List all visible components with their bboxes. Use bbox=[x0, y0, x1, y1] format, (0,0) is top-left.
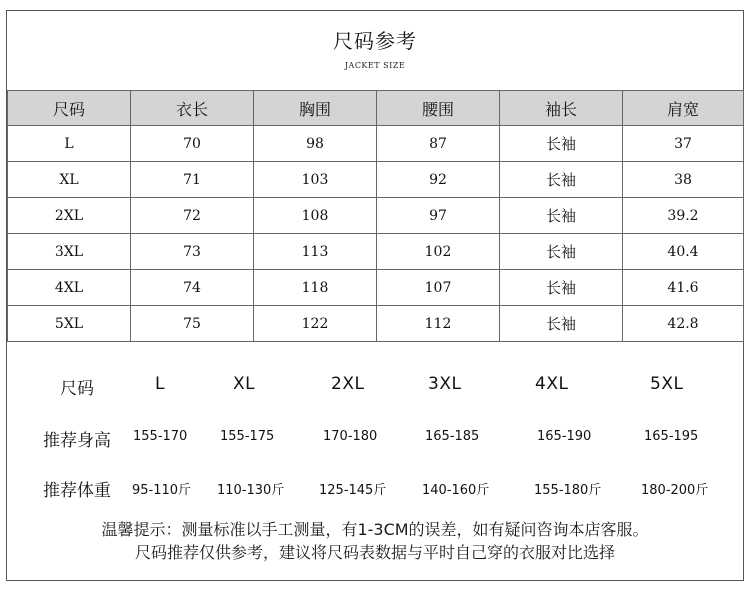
table-cell: 3XL bbox=[8, 234, 131, 270]
table-cell: 87 bbox=[377, 126, 500, 162]
page-subtitle: JACKET SIZE bbox=[344, 61, 406, 70]
column-header: 衣长 bbox=[131, 91, 254, 126]
table-row bbox=[8, 198, 744, 234]
table-cell: 70 bbox=[131, 126, 254, 162]
recommend-height: 165-190 bbox=[537, 429, 592, 444]
recommend-size: XL bbox=[233, 374, 256, 394]
column-header: 胸围 bbox=[254, 91, 377, 126]
table-cell: 4XL bbox=[8, 270, 131, 306]
table-row bbox=[8, 270, 744, 306]
size-chart-card bbox=[6, 10, 744, 581]
recommend-height: 165-195 bbox=[644, 429, 699, 444]
table-cell: 2XL bbox=[8, 198, 131, 234]
table-cell: 37 bbox=[623, 126, 744, 162]
column-header: 肩宽 bbox=[623, 91, 744, 126]
table-cell: 长袖 bbox=[500, 270, 623, 306]
column-header: 袖长 bbox=[500, 91, 623, 126]
table-cell: 5XL bbox=[8, 306, 131, 342]
table-cell: 长袖 bbox=[500, 306, 623, 342]
table-cell: 73 bbox=[131, 234, 254, 270]
recommend-weight-label: 推荐体重 bbox=[43, 481, 111, 501]
table-cell: 40.4 bbox=[623, 234, 744, 270]
table-cell: 38 bbox=[623, 162, 744, 198]
table-cell: 103 bbox=[254, 162, 377, 198]
recommend-size: 2XL bbox=[331, 374, 365, 394]
recommend-weight: 140-160斤 bbox=[422, 483, 490, 498]
table-row bbox=[8, 126, 744, 162]
table-row bbox=[8, 234, 744, 270]
table-row bbox=[8, 162, 744, 198]
recommend-height: 155-170 bbox=[133, 429, 188, 444]
table-cell: 108 bbox=[254, 198, 377, 234]
table-cell: 112 bbox=[377, 306, 500, 342]
table-cell: 42.8 bbox=[623, 306, 744, 342]
size-table bbox=[7, 90, 744, 342]
table-cell: 71 bbox=[131, 162, 254, 198]
table-header-row bbox=[8, 91, 744, 126]
recommend-weight: 155-180斤 bbox=[534, 483, 602, 498]
table-cell: 98 bbox=[254, 126, 377, 162]
table-cell: 97 bbox=[377, 198, 500, 234]
table-cell: 74 bbox=[131, 270, 254, 306]
table-cell: 113 bbox=[254, 234, 377, 270]
recommend-size: 4XL bbox=[535, 374, 569, 394]
table-cell: L bbox=[8, 126, 131, 162]
table-cell: 122 bbox=[254, 306, 377, 342]
tip-line: 尺码推荐仅供参考，建议将尺码表数据与平时自己穿的衣服对比选择 bbox=[134, 543, 615, 562]
page-title: 尺码参考 bbox=[333, 29, 417, 53]
table-cell: 长袖 bbox=[500, 126, 623, 162]
table-cell: 107 bbox=[377, 270, 500, 306]
recommend-weight: 95-110斤 bbox=[132, 483, 192, 498]
table-cell: 75 bbox=[131, 306, 254, 342]
column-header: 尺码 bbox=[8, 91, 131, 126]
recommend-weight: 180-200斤 bbox=[641, 483, 709, 498]
recommend-size: L bbox=[155, 374, 165, 394]
recommend-height: 170-180 bbox=[323, 429, 378, 444]
table-cell: 长袖 bbox=[500, 234, 623, 270]
table-cell: 长袖 bbox=[500, 198, 623, 234]
recommend-weight: 110-130斤 bbox=[217, 483, 285, 498]
recommend-height-label: 推荐身高 bbox=[43, 431, 111, 451]
column-header: 腰围 bbox=[377, 91, 500, 126]
table-cell: 41.6 bbox=[623, 270, 744, 306]
table-cell: XL bbox=[8, 162, 131, 198]
table-cell: 长袖 bbox=[500, 162, 623, 198]
table-cell: 39.2 bbox=[623, 198, 744, 234]
table-row bbox=[8, 306, 744, 342]
recommend-size-label: 尺码 bbox=[60, 379, 94, 399]
recommend-size: 5XL bbox=[650, 374, 684, 394]
table-cell: 102 bbox=[377, 234, 500, 270]
table-cell: 92 bbox=[377, 162, 500, 198]
recommend-height: 165-185 bbox=[425, 429, 480, 444]
table-cell: 72 bbox=[131, 198, 254, 234]
recommend-height: 155-175 bbox=[220, 429, 275, 444]
table-cell: 118 bbox=[254, 270, 377, 306]
recommend-weight: 125-145斤 bbox=[319, 483, 387, 498]
tip-line: 温馨提示：测量标准以手工测量，有1-3CM的误差，如有疑问咨询本店客服。 bbox=[101, 520, 649, 539]
recommend-size: 3XL bbox=[428, 374, 462, 394]
